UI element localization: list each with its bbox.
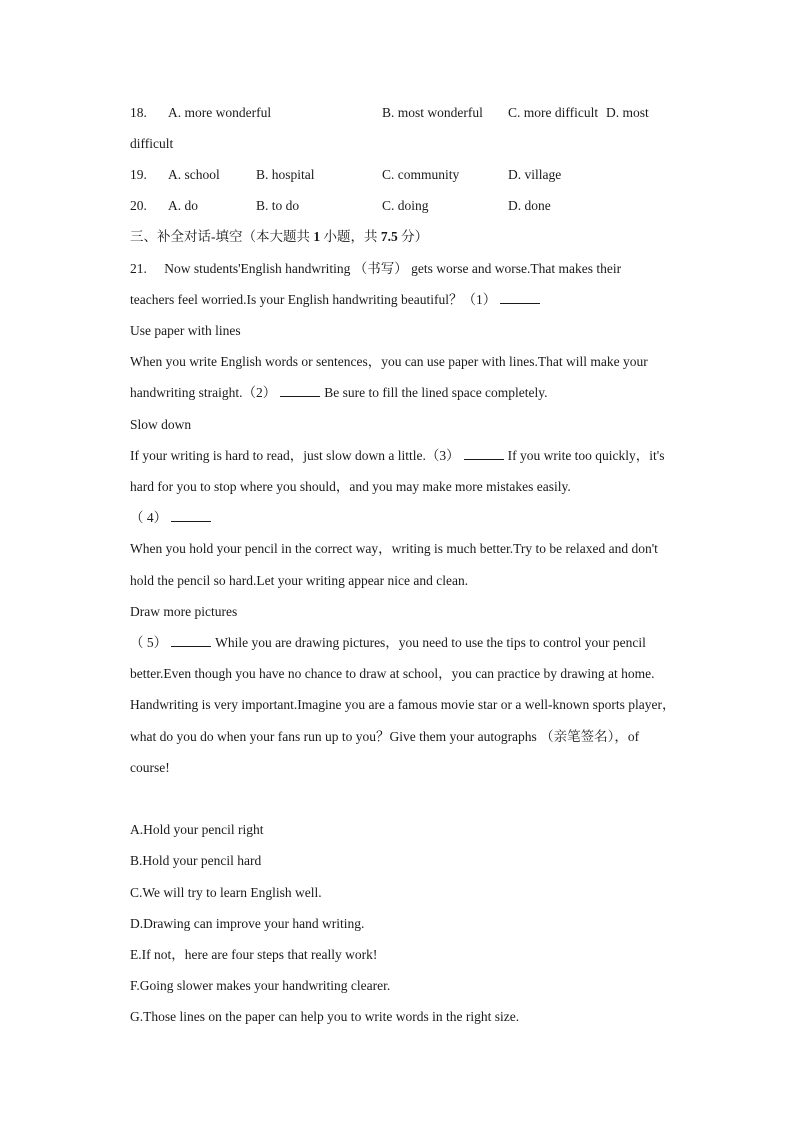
answer-option: B.Hold your pencil hard <box>130 853 262 868</box>
subheading-use-paper: Use paper with lines <box>130 323 241 338</box>
paragraph-line: （ 5） While you are drawing pictures，you need to use the tips to control your pencil <box>130 635 646 650</box>
paragraph-line: If your writing is hard to read，just slow down a little.（3） If you write too quickly，it's <box>130 448 665 463</box>
paragraph-line: better.Even though you have no chance to draw at school，you can practice by drawing at home. <box>130 666 655 681</box>
answer-option: C.We will try to learn English well. <box>130 885 322 900</box>
option-a: A. do <box>168 198 198 213</box>
answer-option: D.Drawing can improve your hand writing. <box>130 916 365 931</box>
question-number: 18. <box>130 105 147 120</box>
option-c: C. doing <box>382 198 429 213</box>
option-d: D. village <box>508 167 562 182</box>
question-21-line-2: teachers feel worried.Is your English handwriting beautiful？（1） <box>130 291 710 309</box>
paragraph-line: what do you do when your fans run up to you？Give them your autographs （亲笔签名），of <box>130 729 640 744</box>
subheading-slow-down: Slow down <box>130 417 192 432</box>
answer-option: A.Hold your pencil right <box>130 822 264 837</box>
paragraph-line: When you hold your pencil in the correct way，writing is much better.Try to be relaxed and don't <box>130 541 658 556</box>
option-d: D. done <box>508 198 551 213</box>
answer-blank-2[interactable] <box>280 384 320 397</box>
paragraph-line: （ 4） <box>130 509 710 527</box>
answer-blank-3[interactable] <box>464 447 504 460</box>
question-21-line-1: 21. Now students'English handwriting （书写） gets worse and worse.That makes their <box>130 261 622 276</box>
paragraph-line: handwriting straight.（2） Be sure to fill the lined space completely. <box>130 385 548 400</box>
option-a: A. more wonderful <box>168 105 272 120</box>
option-b: B. hospital <box>256 167 315 182</box>
answer-option: F.Going slower makes your handwriting clearer. <box>130 978 391 993</box>
option-c: C. more difficult <box>508 105 599 120</box>
option-a: A. school <box>168 167 220 182</box>
question-number: 20. <box>130 198 147 213</box>
option-c: C. community <box>382 167 460 182</box>
paragraph-line: hard for you to stop where you should，and you may make more mistakes easily. <box>130 479 571 494</box>
question-number: 21. <box>130 261 147 276</box>
option-b: B. to do <box>256 198 300 213</box>
answer-blank-4[interactable] <box>171 509 211 522</box>
option-b: B. most wonderful <box>382 105 483 120</box>
question-number: 19. <box>130 167 147 182</box>
paragraph-line: hold the pencil so hard.Let your writing appear nice and clean. <box>130 573 469 588</box>
option-d: D. most <box>606 105 649 120</box>
paragraph-line: Handwriting is very important.Imagine you are a famous movie star or a well-known sports player， <box>130 697 676 712</box>
answer-blank-5[interactable] <box>171 634 211 647</box>
answer-option: E.If not，here are four steps that really work! <box>130 947 378 962</box>
question-18-continuation: difficult <box>130 136 174 151</box>
answer-blank-1[interactable] <box>500 291 540 304</box>
answer-option: G.Those lines on the paper can help you to write words in the right size. <box>130 1009 520 1024</box>
section-heading: 三、补全对话-填空（本大题共 1 小题，共 7.5 分） <box>130 229 429 244</box>
paragraph-line: course! <box>130 760 170 775</box>
subheading-draw-pictures: Draw more pictures <box>130 604 238 619</box>
paragraph-line: When you write English words or sentences，you can use paper with lines.That will make your <box>130 354 648 369</box>
